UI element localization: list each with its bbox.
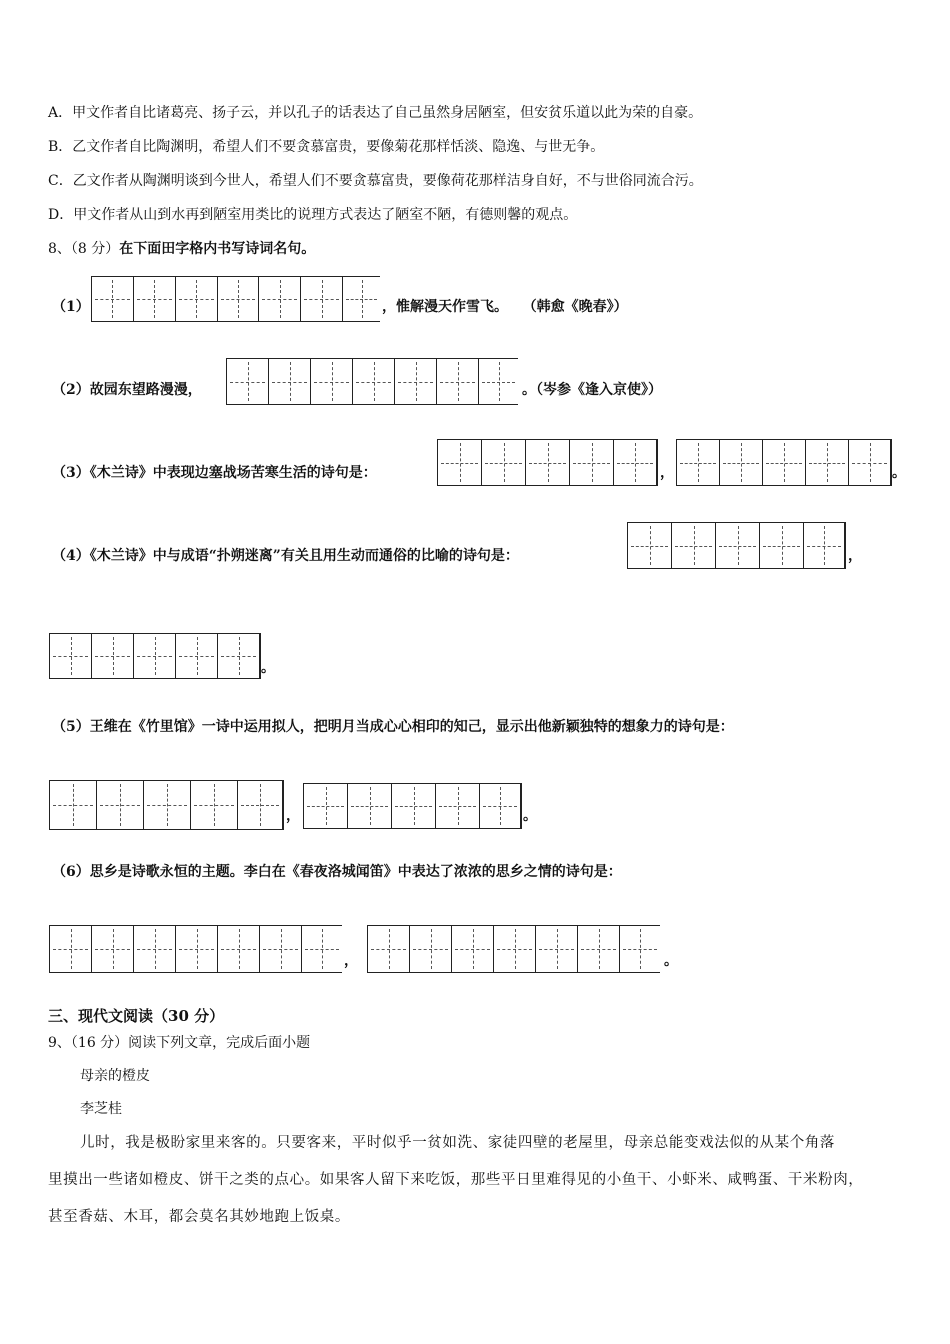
option-c: C．乙文作者从陶渊明谈到今世人，希望人们不要贪慕富贵，要像荷花那样洁身自好，不与世俗同流合污。 (48, 173, 703, 189)
article-author: 李芝桂 (80, 1101, 122, 1117)
q8-6-sep: ， (344, 953, 358, 969)
option-a: A．甲文作者自比诸葛亮、扬子云，并以孔子的话表达了自己虽然身居陋室，但安贫乐道以此为荣的自豪。 (48, 105, 703, 121)
q8-4-end: 。 (261, 660, 275, 676)
grid-cell[interactable] (134, 277, 176, 321)
grid-cell[interactable] (176, 277, 218, 321)
grid-cell[interactable] (92, 634, 134, 678)
grid-cell[interactable] (536, 926, 578, 972)
grid-cell[interactable] (218, 926, 260, 972)
q8-1-source: （韩愈《晚春》） (522, 299, 628, 315)
q8-5-grid-2[interactable] (303, 783, 522, 829)
grid-cell[interactable] (92, 926, 134, 972)
grid-cell[interactable] (368, 926, 410, 972)
grid-cell[interactable] (763, 440, 806, 485)
q8-1-after: ，惟解漫天作雪飞。 (382, 299, 508, 315)
grid-cell[interactable] (259, 277, 301, 321)
q8-instruction: 在下面田字格内书写诗词名句。 (119, 241, 316, 257)
q8-3-pre: （3）《木兰诗》中表现边塞战场苦寒生活的诗句是： (52, 465, 377, 481)
grid-cell[interactable] (348, 784, 392, 828)
q8-4-pre: （4）《木兰诗》中与成语“扑朔迷离”有关且用生动而通俗的比喻的诗句是： (52, 548, 519, 564)
grid-cell[interactable] (614, 440, 657, 485)
option-d: D．甲文作者从山到水再到陋室用类比的说理方式表达了陋室不陋，有德则馨的观点。 (48, 207, 578, 223)
grid-cell[interactable] (480, 784, 521, 828)
article-title: 母亲的橙皮 (80, 1068, 150, 1084)
q8-3-sep: ， (660, 465, 674, 481)
grid-cell[interactable] (311, 359, 353, 404)
grid-cell[interactable] (218, 634, 260, 678)
grid-cell[interactable] (134, 926, 176, 972)
q8-heading (48, 239, 315, 259)
grid-cell[interactable] (526, 440, 570, 485)
grid-cell[interactable] (92, 277, 134, 321)
grid-cell[interactable] (806, 440, 849, 485)
q9-heading: 9、（16 分）阅读下列文章，完成后面小题 (48, 1035, 311, 1051)
grid-cell[interactable] (628, 523, 672, 568)
q8-1-line (382, 297, 628, 317)
grid-cell[interactable] (144, 781, 191, 829)
grid-cell[interactable] (437, 359, 479, 404)
grid-cell[interactable] (304, 784, 348, 828)
q8-3-grid-2[interactable] (676, 439, 892, 486)
grid-cell[interactable] (482, 440, 526, 485)
article-line-1: 儿时，我是极盼家里来客的。只要客来，平时似乎一贫如洗、家徒四壁的老屋里，母亲总能变戏法似的从某个角落 (80, 1135, 835, 1151)
q8-5-pre: （5）王维在《竹里馆》一诗中运用拟人，把明月当成心心相印的知己，显示出他新颖独特的想象力的诗句是： (52, 719, 734, 735)
grid-cell[interactable] (191, 781, 238, 829)
grid-cell[interactable] (353, 359, 395, 404)
q8-5-end: 。 (523, 808, 537, 824)
q8-6-end: 。 (664, 953, 678, 969)
grid-cell[interactable] (269, 359, 311, 404)
q8-1-grid[interactable] (91, 276, 380, 322)
grid-cell[interactable] (677, 440, 720, 485)
q8-5-sep: ， (286, 808, 300, 824)
q8-3-end: 。 (892, 465, 906, 481)
q8-6-grid-2[interactable] (367, 925, 660, 973)
q8-4-sep: ， (848, 548, 862, 564)
grid-cell[interactable] (302, 926, 342, 972)
grid-cell[interactable] (720, 440, 763, 485)
grid-cell[interactable] (392, 784, 436, 828)
grid-cell[interactable] (238, 781, 283, 829)
grid-cell[interactable] (479, 359, 518, 404)
q8-6-pre: （6）思乡是诗歌永恒的主题。李白在《春夜洛城闻笛》中表达了浓浓的思乡之情的诗句是： (52, 864, 622, 880)
grid-cell[interactable] (410, 926, 452, 972)
article-line-3: 甚至香菇、木耳，都会莫名其妙地跑上饭桌。 (48, 1209, 350, 1225)
grid-cell[interactable] (438, 440, 482, 485)
q8-5-grid-1[interactable] (49, 780, 284, 830)
q8-2-pre: （2）故园东望路漫漫， (52, 382, 202, 398)
grid-cell[interactable] (227, 359, 269, 404)
grid-cell[interactable] (760, 523, 804, 568)
grid-cell[interactable] (218, 277, 260, 321)
grid-cell[interactable] (50, 781, 97, 829)
grid-cell[interactable] (849, 440, 891, 485)
section3-heading: 三、现代文阅读（30 分） (48, 1007, 225, 1025)
grid-cell[interactable] (343, 277, 380, 321)
grid-cell[interactable] (716, 523, 760, 568)
q8-6-grid-1[interactable] (49, 925, 342, 973)
q8-4-grid-2[interactable] (49, 633, 261, 679)
grid-cell[interactable] (804, 523, 845, 568)
grid-cell[interactable] (672, 523, 716, 568)
q8-1-number: （1） (52, 299, 90, 315)
grid-cell[interactable] (50, 926, 92, 972)
q8-4-grid-1[interactable] (627, 522, 846, 569)
grid-cell[interactable] (176, 634, 218, 678)
grid-cell[interactable] (436, 784, 480, 828)
grid-cell[interactable] (494, 926, 536, 972)
q8-number: 8、（8 分） (48, 241, 120, 257)
grid-cell[interactable] (395, 359, 437, 404)
grid-cell[interactable] (260, 926, 302, 972)
q8-3-grid-1[interactable] (437, 439, 658, 486)
option-b: B．乙文作者自比陶渊明，希望人们不要贪慕富贵，要像菊花那样恬淡、隐逸、与世无争。 (48, 139, 605, 155)
grid-cell[interactable] (97, 781, 144, 829)
q8-2-after: 。（岑参《逢入京使》） (522, 382, 662, 398)
grid-cell[interactable] (570, 440, 614, 485)
grid-cell[interactable] (620, 926, 660, 972)
article-line-2: 里摸出一些诸如橙皮、饼干之类的点心。如果客人留下来吃饭，那些平日里难得见的小鱼干、小虾米、咸鸭蛋、干米粉肉， (48, 1172, 864, 1188)
grid-cell[interactable] (176, 926, 218, 972)
grid-cell[interactable] (301, 277, 343, 321)
grid-cell[interactable] (50, 634, 92, 678)
q8-2-grid[interactable] (226, 358, 518, 405)
grid-cell[interactable] (452, 926, 494, 972)
grid-cell[interactable] (578, 926, 620, 972)
grid-cell[interactable] (134, 634, 176, 678)
